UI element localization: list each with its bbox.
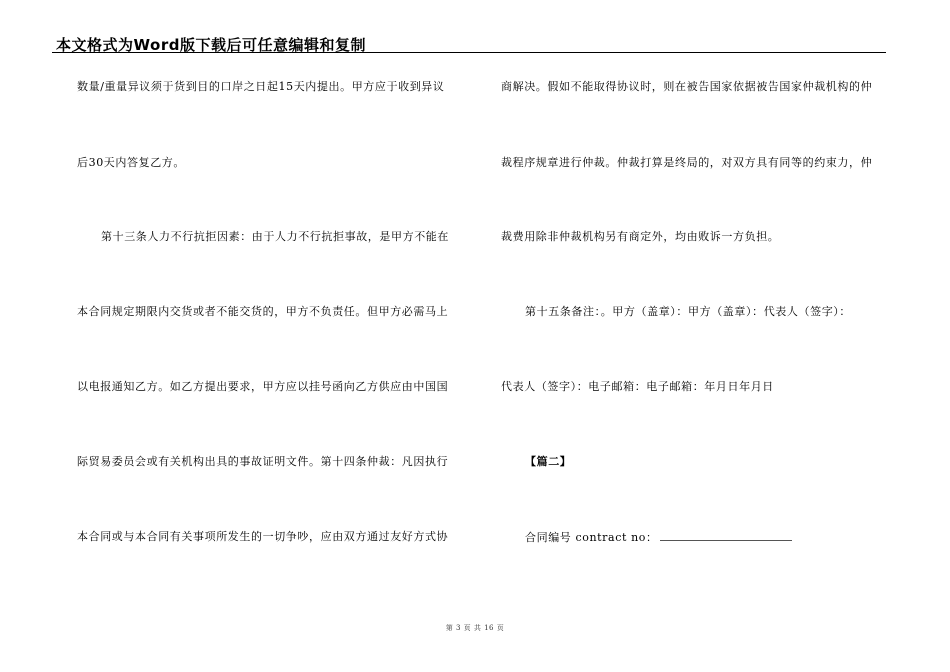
paragraph-line: 本合同或与本合同有关事项所发生的一切争吵，应由双方通过友好方式协 — [77, 530, 449, 543]
paragraph-line: 第十三条人力不行抗拒因素：由于人力不行抗拒事故，是甲方不能在 — [101, 230, 449, 243]
paragraph-line: 裁程序规章进行仲裁。仲裁打算是终局的，对双方具有同等的约束力，仲 — [501, 156, 873, 169]
contract-number-line — [501, 530, 792, 545]
paragraph-line: 数量/重量异议须于货到目的口岸之日起15天内提出。甲方应于收到异议 — [77, 80, 445, 93]
contract-number-label: 合同编号 contract no： — [525, 531, 658, 544]
paragraph-line: 后30天内答复乙方。 — [77, 156, 185, 169]
contract-number-blank — [660, 530, 792, 541]
section-heading: 【篇二】 — [525, 455, 572, 468]
page-footer: 第 3 页 共 16 页 — [445, 624, 505, 632]
document-header-title: 本文格式为Word版下载后可任意编辑和复制 — [56, 36, 366, 54]
header-divider — [52, 52, 886, 53]
paragraph-line: 代表人（签字）：电子邮箱：电子邮箱：年月日年月日 — [501, 380, 774, 393]
paragraph-line: 本合同规定期限内交货或者不能交货的，甲方不负责任。但甲方必需马上 — [77, 305, 449, 318]
paragraph-line: 以电报通知乙方。如乙方提出要求，甲方应以挂号函向乙方供应由中国国 — [77, 380, 449, 393]
paragraph-line: 际贸易委员会或有关机构出具的事故证明文件。第十四条仲裁：凡因执行 — [77, 455, 449, 468]
paragraph-line: 第十五条备注：。甲方（盖章）：甲方（盖章）：代表人（签字）： — [525, 305, 851, 318]
paragraph-line: 裁费用除非仲裁机构另有商定外，均由败诉一方负担。 — [501, 230, 780, 243]
paragraph-line: 商解决。假如不能取得协议时，则在被告国家依据被告国家仲裁机构的仲 — [501, 80, 873, 93]
